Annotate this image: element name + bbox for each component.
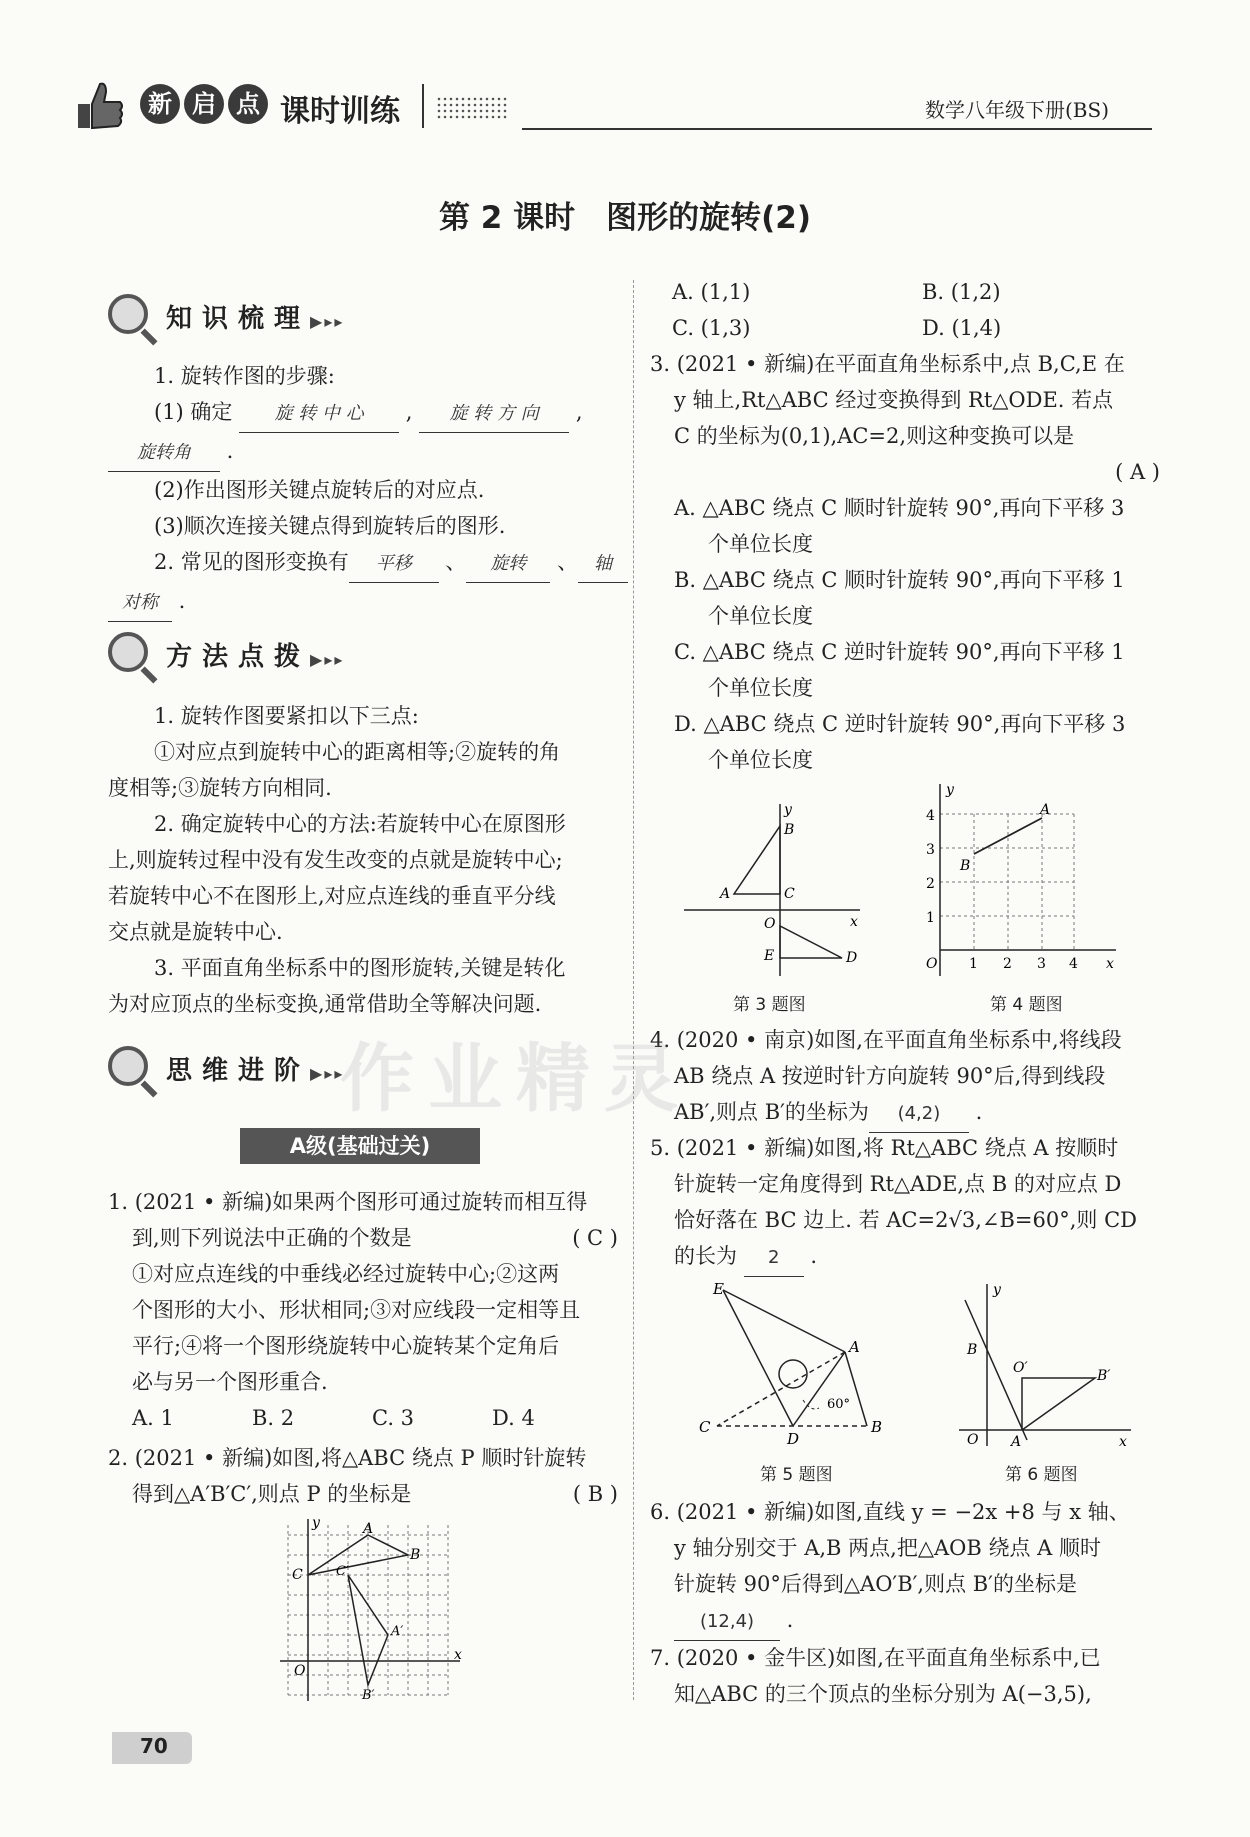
text-line: C. △ABC 绕点 C 逆时针旋转 90°,再向下平移 1 [674, 640, 1125, 664]
question-2 [108, 1440, 618, 1512]
brand-char: 点 [228, 84, 268, 124]
label-a: A [363, 1521, 374, 1537]
text-line: D. △ABC 绕点 C 逆时针旋转 90°,再向下平移 3 [674, 712, 1126, 736]
text-line: AB′,则点 B′的坐标为 (4,2) . [650, 1094, 1160, 1133]
page-number: 70 [140, 1734, 168, 1758]
question-7 [650, 1640, 1160, 1712]
tick-label: 3 [926, 842, 935, 858]
level-badge: A级(基础过关) [240, 1128, 480, 1164]
text-line: 旋转角 . [108, 433, 613, 472]
section-title: 方法点拨 [166, 642, 311, 672]
text-line: (2)作出图形关键点旋转后的对应点. [154, 478, 485, 502]
text-line: 2. 常见的图形变换有 平移 、 旋转 、 轴 [108, 544, 613, 583]
answer-blank: 平移 [349, 546, 439, 583]
label-y: y [946, 782, 954, 798]
text: 2. 常见的图形变换有 [154, 550, 349, 574]
answer-blank: 旋转角 [108, 435, 220, 472]
label-a: A [1011, 1434, 1022, 1450]
label-y: y [993, 1282, 1001, 1298]
text-line: 对称 . [108, 583, 613, 622]
tick-label: 4 [926, 808, 935, 824]
text-line: 个单位长度 [708, 604, 813, 628]
label-b: B [960, 858, 971, 874]
magnifier-icon [108, 632, 148, 672]
option: C. 3 [372, 1406, 415, 1430]
text-line: ①对应点到旋转中心的距离相等;②旋转的角 [154, 740, 561, 764]
label-o: O [926, 956, 938, 972]
header-divider [422, 84, 424, 128]
text-line: 必与另一个图形重合. [132, 1370, 328, 1394]
text-line: 6. (2021 • 新编)如图,直线 y = −2x +8 与 x 轴、 [650, 1500, 1130, 1524]
text-line: 上,则旋转过程中没有发生改变的点就是旋转中心; [108, 848, 563, 872]
label-a: A [1040, 802, 1051, 818]
text-line: 针旋转 90°后得到△AO′B′,则点 B′的坐标是 [674, 1572, 1077, 1596]
text-line: 交点就是旋转中心. [108, 920, 283, 944]
text-line: 个单位长度 [708, 748, 813, 772]
answer-blank: (4,2) [869, 1096, 969, 1133]
question-4 [650, 1022, 1160, 1133]
section-title: 知识梳理 [166, 304, 311, 334]
text-line: (1) 确定 旋 转 中 心 , 旋 转 方 向 , [108, 394, 613, 433]
header-dots [436, 96, 508, 120]
label-x: x [1106, 956, 1114, 972]
triangle-abc [734, 826, 780, 894]
answer-blank: 2 [744, 1240, 804, 1277]
answer-blank: 旋 转 方 向 [419, 396, 569, 433]
magnifier-icon [108, 1046, 148, 1086]
text-line: 恰好落在 BC 边上. 若 AC=2√3,∠B=60°,则 CD [674, 1208, 1137, 1232]
text-line: (12,4) . [650, 1602, 1160, 1641]
text-line: 为对应顶点的坐标变换,通常借助全等解决问题. [108, 992, 542, 1016]
options-row [108, 1400, 618, 1436]
answer-blank: 轴 [578, 546, 628, 583]
header [70, 70, 1160, 140]
label-b: B [967, 1342, 978, 1358]
label-e: E [713, 1280, 724, 1298]
label-b: B [410, 1547, 421, 1563]
label-a: A [720, 886, 731, 902]
brand-char: 启 [184, 84, 224, 124]
brand-char: 新 [140, 84, 180, 124]
label-b: B [871, 1418, 883, 1436]
text-line: 2. 确定旋转中心的方法:若旋转中心在原图形 [154, 812, 566, 836]
text-line: y 轴分别交于 A,B 两点,把△AOB 绕点 A 顺时 [674, 1536, 1101, 1560]
text: 到,则下列说法中正确的个数是 [132, 1226, 412, 1250]
text-line: 若旋转中心不在图形上,对应点连线的垂直平分线 [108, 884, 556, 908]
label-e: E [764, 948, 775, 964]
text-line: C 的坐标为(0,1),AC=2,则这种变换可以是 [674, 424, 1075, 448]
text-line: 1. 旋转作图要紧扣以下三点: [154, 704, 419, 728]
text: 得到△A′B′C′,则点 P 的坐标是 [132, 1482, 412, 1506]
answer-blank: 对称 [108, 585, 172, 622]
label-c: C [292, 1567, 303, 1583]
text: AB′,则点 B′的坐标为 [674, 1100, 869, 1124]
arrows-icon: ▶▸▸ [310, 650, 345, 669]
text-line: (3)顺次连接关键点得到旋转后的图形. [154, 514, 506, 538]
text-line [108, 1476, 618, 1512]
label-o: O [967, 1432, 979, 1448]
angle-label: 60° [827, 1397, 851, 1412]
figure-q3 [680, 800, 870, 980]
grid-lines [940, 814, 1074, 950]
answer: ( A ) [1115, 460, 1160, 484]
label-c: C [699, 1418, 711, 1436]
text-line: ①对应点连线的中垂线必经过旋转中心;②这两 [132, 1262, 560, 1286]
text-line: A. △ABC 绕点 C 顺时针旋转 90°,再向下平移 3 [674, 496, 1125, 520]
figure-q5 [695, 1280, 895, 1450]
option: D. (1,4) [922, 316, 1002, 340]
header-rule [522, 128, 1152, 130]
option: B. 2 [252, 1406, 295, 1430]
circle-mark [779, 1360, 807, 1388]
side-ac [717, 1352, 845, 1426]
text-line: 个单位长度 [708, 676, 813, 700]
label-d: D [846, 950, 858, 966]
text-line: 个图形的大小、形状相同;③对应线段一定相等且 [132, 1298, 581, 1322]
option: A. (1,1) [672, 280, 751, 304]
label-c: C [784, 886, 795, 902]
text-line: 4. (2020 • 南京)如图,在平面直角坐标系中,将线段 [650, 1028, 1122, 1052]
figure-q4 [920, 780, 1120, 980]
thumbs-up-icon [70, 76, 126, 132]
tick-label: 2 [926, 876, 935, 892]
arrows-icon: ▶▸▸ [310, 312, 345, 331]
text-line: 个单位长度 [708, 532, 813, 556]
arrows-icon: ▶▸▸ [310, 1064, 345, 1083]
tick-label: 2 [1003, 956, 1012, 972]
question-2-options [650, 274, 1160, 346]
label-d: D [787, 1430, 800, 1448]
text-line: 3. 平面直角坐标系中的图形旋转,关键是转化 [154, 956, 566, 980]
text: 的长为 [674, 1244, 737, 1268]
series-title: 课时训练 [280, 94, 400, 129]
text-line [108, 1220, 618, 1256]
figure-caption: 第 6 题图 [1005, 1465, 1078, 1485]
figure-caption: 第 4 题图 [990, 995, 1063, 1015]
text-line: 2. (2021 • 新编)如图,将△ABC 绕点 P 顺时针旋转 [108, 1446, 587, 1470]
side-ab [845, 1352, 867, 1426]
text-line: 1. (2021 • 新编)如果两个图形可通过旋转而相互得 [108, 1190, 588, 1214]
brand-pills [140, 84, 272, 124]
option: A. 1 [132, 1406, 174, 1430]
question-1 [108, 1184, 618, 1436]
watermark: 作业精灵 [340, 1036, 692, 1122]
book-title: 数学八年级下册(BS) [925, 98, 1110, 122]
text-line: 度相等;③旋转方向相同. [108, 776, 332, 800]
triangle-ao-prime-b-prime [1022, 1378, 1095, 1430]
text: (1) 确定 [154, 400, 233, 424]
text-line: 知△ABC 的三个顶点的坐标分别为 A(−3,5), [674, 1682, 1092, 1706]
page-title: 第 2 课时 图形的旋转(2) [438, 200, 812, 236]
text-line: y 轴上,Rt△ABC 经过变换得到 Rt△ODE. 若点 [674, 388, 1114, 412]
figure-q6 [955, 1280, 1135, 1450]
answer-blank: 旋转 [466, 546, 550, 583]
section-title: 思维进阶 [166, 1056, 311, 1086]
text-line: 7. (2020 • 金牛区)如图,在平面直角坐标系中,已 [650, 1646, 1101, 1670]
label-o: O [764, 916, 776, 932]
label-b: B [784, 822, 795, 838]
tick-label: 4 [1069, 956, 1078, 972]
options-row [650, 274, 1160, 310]
option: B. (1,2) [922, 280, 1001, 304]
question-6 [650, 1494, 1160, 1641]
option: C. (1,3) [672, 316, 751, 340]
text-line: 的长为 2 . [650, 1238, 1160, 1277]
label-o-prime: O′ [1013, 1360, 1028, 1376]
text-line: 1. 旋转作图的步骤: [154, 364, 335, 388]
label-o: O [294, 1663, 306, 1679]
label-b-prime: B′ [362, 1688, 375, 1703]
triangle-ode [780, 926, 842, 958]
label-a: A [849, 1338, 860, 1356]
text-line: 平行;④将一个图形绕旋转中心旋转某个定角后 [132, 1334, 560, 1358]
text-line: B. △ABC 绕点 C 顺时针旋转 90°,再向下平移 1 [674, 568, 1125, 592]
text-line: 5. (2021 • 新编)如图,将 Rt△ABC 绕点 A 按顺时 [650, 1136, 1119, 1160]
segment-ab [974, 818, 1042, 854]
side-ea [723, 1290, 845, 1352]
method-block [108, 698, 618, 1022]
text-line: 3. (2021 • 新编)在平面直角坐标系中,点 B,C,E 在 [650, 352, 1125, 376]
grid-lines [288, 1525, 448, 1695]
label-x: x [850, 914, 858, 930]
label-x: x [1119, 1434, 1127, 1450]
tick-label: 1 [969, 956, 978, 972]
answer: ( B ) [572, 1482, 618, 1506]
figure-caption: 第 3 题图 [733, 995, 806, 1015]
question-5 [650, 1130, 1160, 1277]
figure-q2-grid [278, 1515, 468, 1705]
option: D. 4 [492, 1406, 535, 1430]
text-line: 针旋转一定角度得到 Rt△ADE,点 B 的对应点 D [674, 1172, 1122, 1196]
magnifier-icon [108, 294, 148, 334]
label-a-prime: A′ [391, 1624, 404, 1639]
label-y: y [784, 802, 792, 818]
answer-blank: (12,4) [674, 1604, 780, 1641]
label-c-prime: C′ [336, 1564, 349, 1579]
label-b-prime: B′ [1097, 1368, 1111, 1384]
text-line: AB 绕点 A 按逆时针方向旋转 90°后,得到线段 [674, 1064, 1106, 1088]
question-3 [650, 346, 1160, 778]
answer: ( C ) [572, 1226, 618, 1250]
figure-caption: 第 5 题图 [760, 1465, 833, 1485]
label-y: y [312, 1515, 320, 1531]
answer-blank: 旋 转 中 心 [239, 396, 399, 433]
label-x: x [454, 1647, 462, 1663]
tick-label: 3 [1037, 956, 1046, 972]
knowledge-block [108, 358, 613, 622]
side-ed [723, 1290, 793, 1426]
column-divider [633, 280, 634, 1700]
tick-label: 1 [926, 910, 935, 926]
options-row [650, 310, 1160, 346]
